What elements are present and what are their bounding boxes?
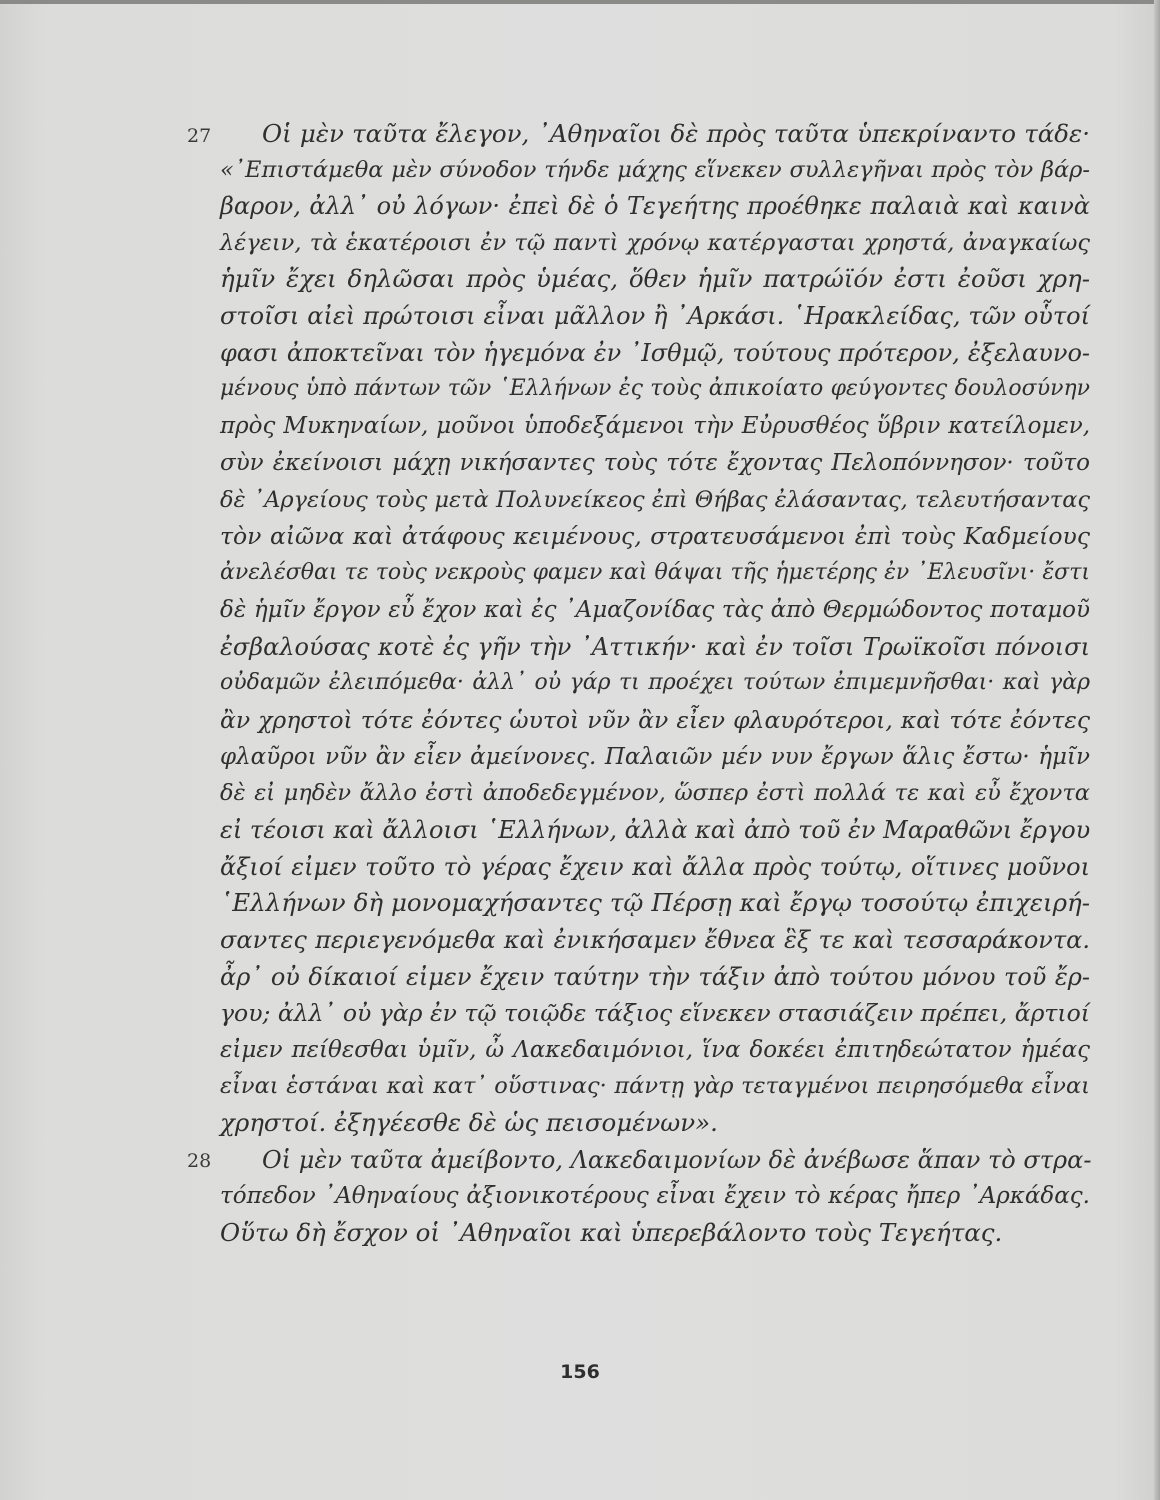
chapter-number: 28	[187, 1150, 212, 1172]
text-line: ἆρ᾿ οὐ δίκαιοί εἰμεν ἔχειν ταύτην τὴν τάξιν ἀπὸ τούτου μόνου τοῦ ἔρ-	[220, 963, 1090, 991]
text-line: φασι ἀποκτεῖναι τὸν ἡγεμόνα ἐν ᾿Ισθμῷ, τούτους πρότερον, ἐξελαυνο-	[220, 339, 1090, 367]
text-line: Οἱ μὲν ταῦτα ἀμείβοντο, Λακεδαιμονίων δὲ ἀνέβωσε ἅπαν τὸ στρα-	[262, 1146, 1092, 1174]
text-line: ἄξιοί εἰμεν τοῦτο τὸ γέρας ἔχειν καὶ ἄλλα πρὸς τούτῳ, οἵτινες μοῦνοι	[220, 853, 1090, 881]
text-line: φλαῦροι νῦν ἂν εἶεν ἀμείνονες. Παλαιῶν μέν νυν ἔργων ἅλις ἔστω· ἡμῖν	[220, 744, 1090, 770]
text-line: ἀνελέσθαι τε τοὺς νεκροὺς φαμεν καὶ θάψαι τῆς ἡμετέρης ἐν ᾿Ελευσῖνι· ἔστι	[220, 560, 1090, 585]
text-line: σὺν ἐκείνοισι μάχῃ νικήσαντες τοὺς τότε ἔχοντας Πελοπόννησον· τοῦτο	[220, 450, 1090, 476]
text-line: οὐδαμῶν ἐλειπόμεθα· ἀλλ᾿ οὐ γάρ τι προέχει τούτων ἐπιμεμνῆσθαι· καὶ γὰρ	[220, 670, 1090, 695]
text-line: ἡμῖν ἔχει δηλῶσαι πρὸς ὑμέας, ὅθεν ἡμῖν πατρώϊόν ἐστι ἐοῦσι χρη-	[220, 264, 1090, 293]
text-line: δὲ ἡμῖν ἔργον εὖ ἔχον καὶ ἐς ᾿Αμαζονίδας τὰς ἀπὸ Θερμώδοντος ποταμοῦ	[220, 597, 1090, 623]
text-line: «᾿Επιστάμεθα μὲν σύνοδον τήνδε μάχης εἵνεκεν συλλεγῆναι πρὸς τὸν βάρ-	[220, 157, 1090, 183]
text-line: σαντες περιεγενόμεθα καὶ ἐνικήσαμεν ἔθνεα ἓξ τε καὶ τεσσαράκοντα.	[220, 926, 1090, 954]
text-line: δὲ εἰ μηδὲν ἄλλο ἐστὶ ἀποδεδεγμένον, ὥσπερ ἐστὶ πολλά τε καὶ εὖ ἔχοντα	[220, 780, 1090, 806]
text-line: μένους ὑπὸ πάντων τῶν ῾Ελλήνων ἐς τοὺς ἀπικοίατο φεύγοντες δουλοσύνην	[220, 376, 1090, 401]
text-line: δὲ ᾿Αργείους τοὺς μετὰ Πολυνείκεος ἐπὶ Θήβας ἐλάσαντας, τελευτήσαντας	[220, 487, 1090, 513]
text-line: χρηστοί. ἐξηγέεσθε δὲ ὡς πεισομένων».	[220, 1108, 718, 1137]
text-line: Οἱ μὲν ταῦτα ἔλεγον, ᾿Αθηναῖοι δὲ πρὸς ταῦτα ὑπεκρίναντο τάδε·	[262, 119, 1090, 148]
chapter-number: 27	[187, 125, 212, 147]
text-line: ῾Ελλήνων δὴ μονομαχήσαντες τῷ Πέρσῃ καὶ ἔργῳ τοσούτῳ ἐπιχειρή-	[220, 888, 1090, 917]
text-line: ἐσβαλούσας κοτὲ ἐς γῆν τὴν ᾿Αττικήν· καὶ ἐν τοῖσι Τρωϊκοῖσι πόνοισι	[220, 633, 1090, 661]
text-line: ἂν χρηστοὶ τότε ἐόντες ὡυτοὶ νῦν ἂν εἶεν φλαυρότεροι, καὶ τότε ἐόντες	[220, 706, 1090, 734]
text-line: πρὸς Μυκηναίων, μοῦνοι ὑποδεξάμενοι τὴν Εὐρυσθέος ὕβριν κατείλομεν,	[220, 413, 1090, 439]
page-gutter-shadow	[1154, 0, 1160, 1500]
text-line: γου; ἀλλ᾿ οὐ γὰρ ἐν τῷ τοιῷδε τάξιος εἵνεκεν στασιάζειν πρέπει, ἄρτιοί	[220, 999, 1090, 1027]
text-line: τόπεδον ᾿Αθηναίους ἀξιονικοτέρους εἶναι ἔχειν τὸ κέρας ἤπερ ᾿Αρκάδας.	[220, 1183, 1090, 1209]
text-line: εἶναι ἑστάναι καὶ κατ᾿ οὕστινας· πάντῃ γὰρ τεταγμένοι πειρησόμεθα εἶναι	[220, 1073, 1090, 1099]
text-line: στοῖσι αἰεὶ πρώτοισι εἶναι μᾶλλον ἢ ᾿Αρκάσι. ῾Ηρακλείδας, τῶν οὗτοί	[220, 302, 1090, 330]
page-number-text: 156	[560, 1361, 600, 1383]
text-line: εἰμεν πείθεσθαι ὑμῖν, ὦ Λακεδαιμόνιοι, ἵνα δοκέει ἐπιτηδεώτατον ἡμέας	[220, 1037, 1090, 1063]
text-line: βαρον, ἀλλ᾿ οὐ λόγων· ἐπεὶ δὲ ὁ Τεγεήτης προέθηκε παλαιὰ καὶ καινὰ	[220, 192, 1090, 220]
text-line: τὸν αἰῶνα καὶ ἀτάφους κειμένους, στρατευσάμενοι ἐπὶ τοὺς Καδμείους	[220, 522, 1090, 550]
text-line: Οὕτω δὴ ἔσχον οἱ ᾿Αθηναῖοι καὶ ὑπερεβάλοντο τοὺς Τεγεήτας.	[220, 1218, 1003, 1247]
page-top-edge	[0, 0, 1160, 4]
text-line: εἰ τέοισι καὶ ἄλλοισι ῾Ελλήνων, ἀλλὰ καὶ ἀπὸ τοῦ ἐν Μαραθῶνι ἔργου	[220, 816, 1091, 844]
text-line: λέγειν, τὰ ἑκατέροισι ἐν τῷ παντὶ χρόνῳ κατέργασται χρηστά, ἀναγκαίως	[220, 230, 1090, 256]
